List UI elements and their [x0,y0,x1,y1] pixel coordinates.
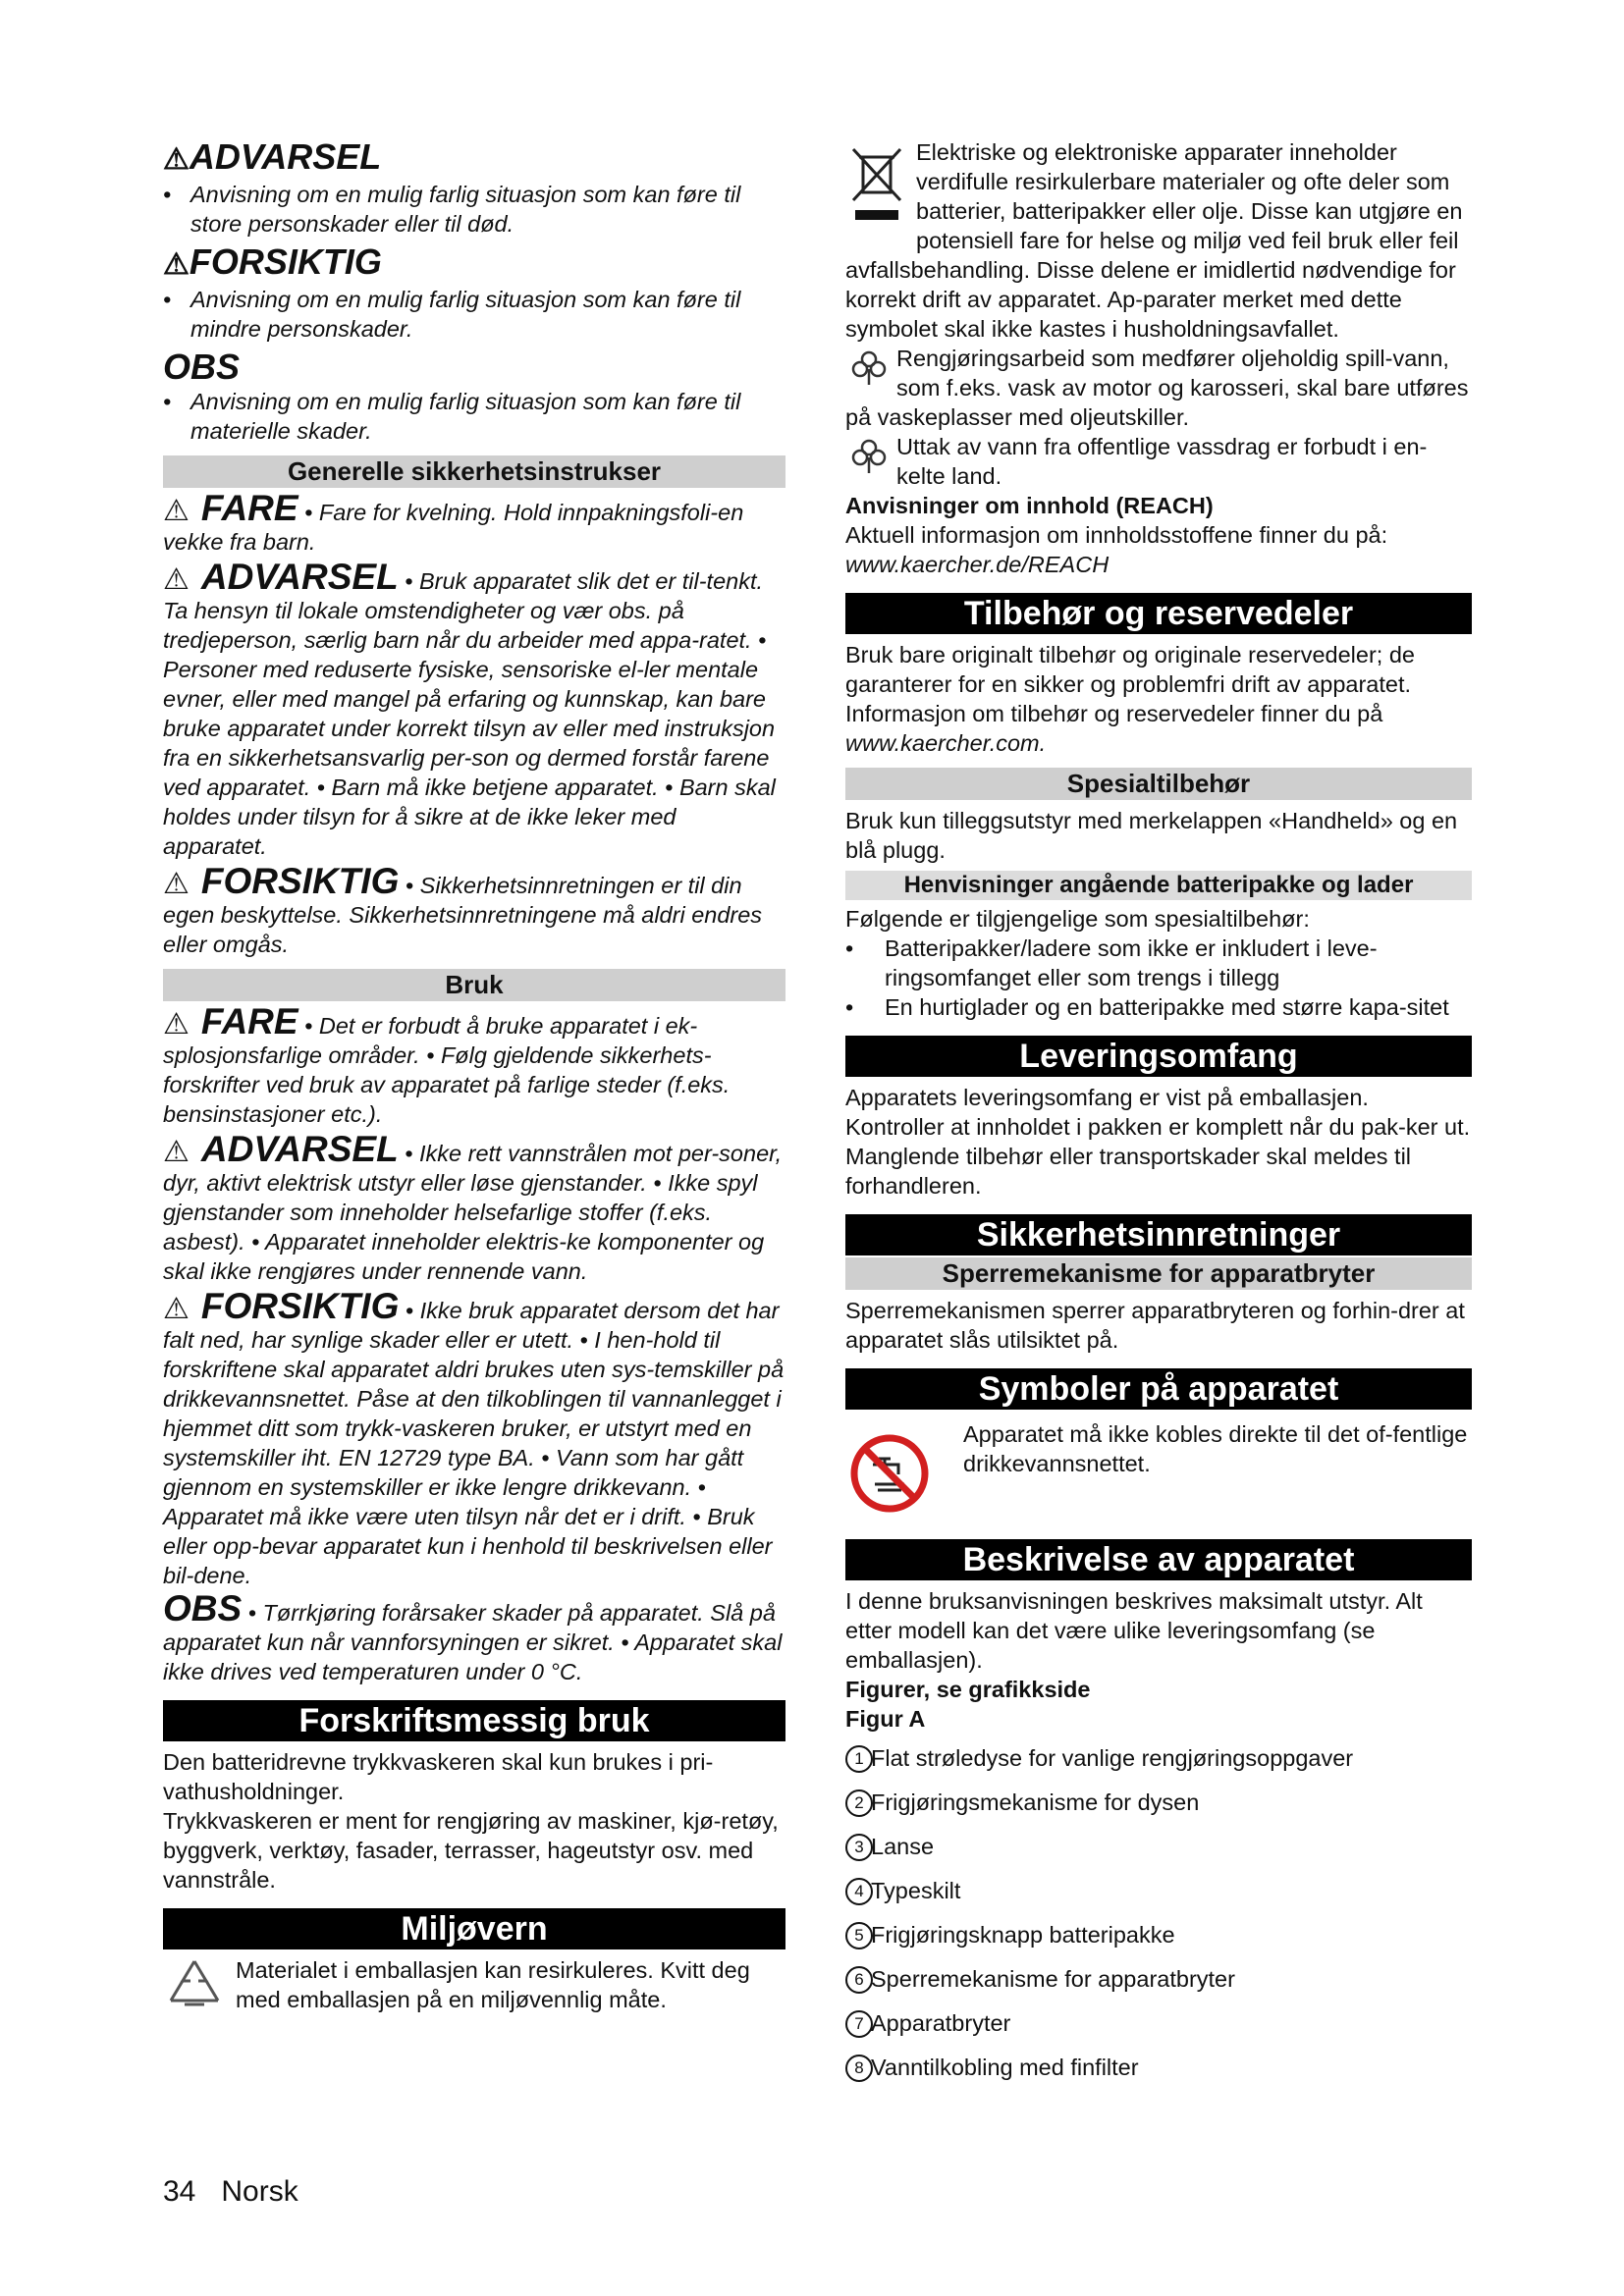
no-drinking-water-connection-icon [845,1429,934,1518]
crossed-bin-icon [849,145,904,224]
figur-a-label: Figur A [845,1706,926,1732]
part-number: 2 [845,1789,873,1817]
section-heading-tilbehor: Tilbehør og reservedeler [845,593,1472,634]
tilbehor-url[interactable]: www.kaercher.com. [845,730,1047,756]
weee-text: Elektriske og elektroniske apparater inneholder verdifulle resirkulerbare materialer og ofte deler som batterier, batteripakker eller olje. Disse kan utgjøre en potensiell fare for helse og miljø ved feil bruk eller feil avfallsbehandling. Disse delene er imidlertid nødvendige for korrekt drift av apparatet. Ap-parater merket med dette symbolet skal ikke kastes i husholdningsavfallet. [845,139,1463,342]
page-number: 34 [163,2175,196,2208]
reach-title: Anvisninger om innhold (REACH) [845,493,1214,518]
miljo-note [163,1955,785,2014]
bruk-forsiktig: ⚠ FORSIKTIG • Ikke bruk apparatet dersom det har falt ned, har synlige skader eller er utett. • I hen-hold til forskriftene skal apparatet aldri brukes uten sys-temskiller på drikkevannsnettet. Påse at den tilkoblingen til vannanlegget i hjemmet ditt som trykk-vaskeren bruker, er utstyrt med en systemskiller iht. EN 12729 type BA. • Vann som har gått gjennom en systemskiller er ikke lengre drikkevann. • Apparatet må ikke være uten tilsyn når det er i drift. • Bruk eller opp-bevar apparatet kun i henhold til beskrivelsen eller bil-dene. [163,1286,785,1588]
recycling-icon [163,1955,226,2010]
section-heading-henvisninger: Henvisninger angående batteripakke og lader [845,871,1472,900]
levering-text: Apparatets leveringsomfang er vist på emballasjen. Kontroller at innholdet i pakken er komplett når du pak-ker ut. Manglende tilbehør eller transportskader skal meldes til forhandleren. [845,1085,1471,1199]
part-number: 6 [845,1966,873,1994]
forsiktig-heading: ⚠FORSIKTIG [163,242,785,285]
generelle-fare: ⚠ FARE • Fare for kvelning. Hold innpakningsfoli-en vekke fra barn. [163,488,744,555]
beskrivelse-text: I denne bruksanvisningen beskrives maksimalt utstyr. Alt etter modell kan det være ulike leveringsomfang (se emballasjen). [845,1588,1423,1673]
forskrift-paragraph-1: Den batteridrevne trykkvaskeren skal kun brukes i pri-vathusholdninger. [163,1749,714,1804]
right-column [845,137,1472,2097]
left-column [163,137,785,2014]
list-item: 7 Apparatbryter [845,2008,1472,2053]
tilbehor-text: Bruk bare originalt tilbehør og originale reservedeler; de garanterer for en sikker og problemfri drift av apparatet. Informasjon om tilbehør og reservedeler finner du på [845,642,1415,726]
list-item: • En hurtiglader og en batteripakke med større kapa-sitet [845,994,1449,1020]
oil-note [845,344,1472,432]
warning-triangle-icon: ⚠ [163,495,189,527]
water-note [845,432,1472,491]
symbol-text: Apparatet må ikke kobles direkte til det of-fentlige drikkevannsnettet. [963,1421,1468,1476]
part-number: 5 [845,1922,873,1949]
advarsel-definition: • Anvisning om en mulig farlig situasjon som kan føre til store personskader eller til død. [163,180,785,239]
warning-triangle-icon: ⚠ [163,1293,189,1325]
section-heading-generelle: Generelle sikkerhetsinstrukser [163,455,785,488]
section-heading-spesial: Spesialtilbehør [845,768,1472,800]
section-heading-sperre: Sperremekanisme for apparatbryter [845,1257,1472,1290]
list-item: 4 Typeskilt [845,1876,1472,1920]
bruk-advarsel: ⚠ ADVARSEL • Ikke rett vannstrålen mot per-soner, dyr, aktivt elektrisk utstyr eller løse gjenstander. • Ikke spyl gjenstander som inneholder helsefarlige stoffer (f.eks. asbest). • Apparatet inneholder elektris-ke komponenter og skal ikke rengjøres under rennende vann. [163,1129,783,1284]
obs-definition: • Anvisning om en mulig farlig situasjon som kan føre til materielle skader. [163,387,785,446]
warning-triangle-icon: ⚠ [163,1136,189,1168]
list-item: 6 Sperremekanisme for apparatbryter [845,1964,1472,2008]
generelle-advarsel: ⚠ ADVARSEL • Bruk apparatet slik det er til-tenkt. Ta hensyn til lokale omstendigheter og vær obs. på tredjeperson, særlig barn når du arbeider med appa-ratet. • Personer med reduserte fysiske, sensoriske el-ler mentale evner, eller med mangel på erfaring og kunnskap, kan bare bruke apparatet under korrekt tilsyn av eller med instruksjon fra en sikkerhetsansvarlig per-son og dermed forstår farene ved apparatet. • Barn må ikke betjene apparatet. • Barn skal holdes under tilsyn for å sikre at de ikke leker med apparatet. [163,557,776,859]
generelle-forsiktig: ⚠ FORSIKTIG • Sikkerhetsinnretningen er til din egen beskyttelse. Sikkerhetsinnretningene må aldri endres eller omgås. [163,861,763,957]
forsiktig-definition: • Anvisning om en mulig farlig situasjon som kan føre til mindre personskader. [163,285,785,344]
advarsel-heading: ⚠ADVARSEL [163,137,785,180]
miljo-text: Materialet i emballasjen kan resirkuleres. Kvitt deg med emballasjen på en miljøvennlig måte. [236,1957,750,2012]
part-number: 3 [845,1834,873,1861]
warning-triangle-icon: ⚠ [163,143,189,176]
section-heading-beskrivelse: Beskrivelse av apparatet [845,1539,1472,1580]
symbol-note [845,1419,1472,1518]
section-heading-symboler: Symboler på apparatet [845,1368,1472,1410]
weee-note [845,137,1472,344]
section-heading-miljo: Miljøvern [163,1908,785,1949]
environment-hint-icon [849,436,889,475]
obs-heading: OBS [163,347,241,387]
reach-url[interactable]: www.kaercher.de/REACH [845,552,1110,577]
page-footer [163,2175,324,2209]
list-item: 1 Flat strøledyse for vanlige rengjøringsoppgaver [845,1743,1472,1788]
parts-list [845,1743,1472,2097]
part-number: 4 [845,1878,873,1905]
reach-text: Aktuell informasjon om innholdsstoffene finner du på: [845,522,1388,548]
forskrift-paragraph-2: Trykkvaskeren er ment for rengjøring av maskiner, kjø-retøy, byggverk, verktøy, fasader, terrasser, hageutstyr osv. med vannstråle. [163,1808,779,1893]
list-item: 8 Vanntilkobling med finfilter [845,2053,1472,2097]
sperre-text: Sperremekanismen sperrer apparatbryteren og forhin-drer at apparatet slås utilsiktet på. [845,1298,1465,1353]
bruk-obs: OBS • Tørrkjøring forårsaker skader på apparatet. Slå på apparatet kun når vannforsyningen er sikret. • Apparatet skal ikke drives ved temperaturen under 0 °C. [163,1588,783,1684]
oil-text: Rengjøringsarbeid som medfører oljeholdig spill-vann, som f.eks. vask av motor og karosseri, skal bare utføres på vaskeplasser med oljeutskiller. [845,346,1469,430]
part-number: 1 [845,1745,873,1773]
warning-triangle-icon: ⚠ [163,563,189,596]
spesial-text: Bruk kun tilleggsutstyr med merkelappen «Handheld» og en blå plugg. [845,808,1458,863]
henvis-intro: Følgende er tilgjengelige som spesialtilbehør: [845,906,1310,932]
list-item: 2 Frigjøringsmekanisme for dysen [845,1788,1472,1832]
environment-hint-icon [849,347,889,387]
list-item: 3 Lanse [845,1832,1472,1876]
part-number: 7 [845,2010,873,2038]
footer-language: Norsk [221,2175,298,2208]
warning-triangle-icon: ⚠ [163,868,189,900]
section-heading-bruk: Bruk [163,969,785,1001]
section-heading-forskrift: Forskriftsmessig bruk [163,1700,785,1741]
warning-triangle-icon: ⚠ [163,248,189,281]
warning-triangle-icon: ⚠ [163,1008,189,1041]
list-item: 5 Frigjøringsknapp batteripakke [845,1920,1472,1964]
water-text: Uttak av vann fra offentlige vassdrag er forbudt i en-kelte land. [896,434,1428,489]
section-heading-sikkerhet: Sikkerhetsinnretninger [845,1214,1472,1255]
section-heading-levering: Leveringsomfang [845,1036,1472,1077]
part-number: 8 [845,2055,873,2082]
figurer-label: Figurer, se grafikkside [845,1677,1091,1702]
bruk-fare: ⚠ FARE • Det er forbudt å bruke apparatet i ek-splosjonsfarlige områder. • Følg gjeldende sikkerhets-forskrifter ved bruk av apparatet på farlige steder (f.eks. bensinstasjoner etc.). [163,1001,731,1127]
list-item: • Batteripakker/ladere som ikke er inkludert i leve-ringsomfanget eller som trengs i tillegg [845,935,1378,990]
